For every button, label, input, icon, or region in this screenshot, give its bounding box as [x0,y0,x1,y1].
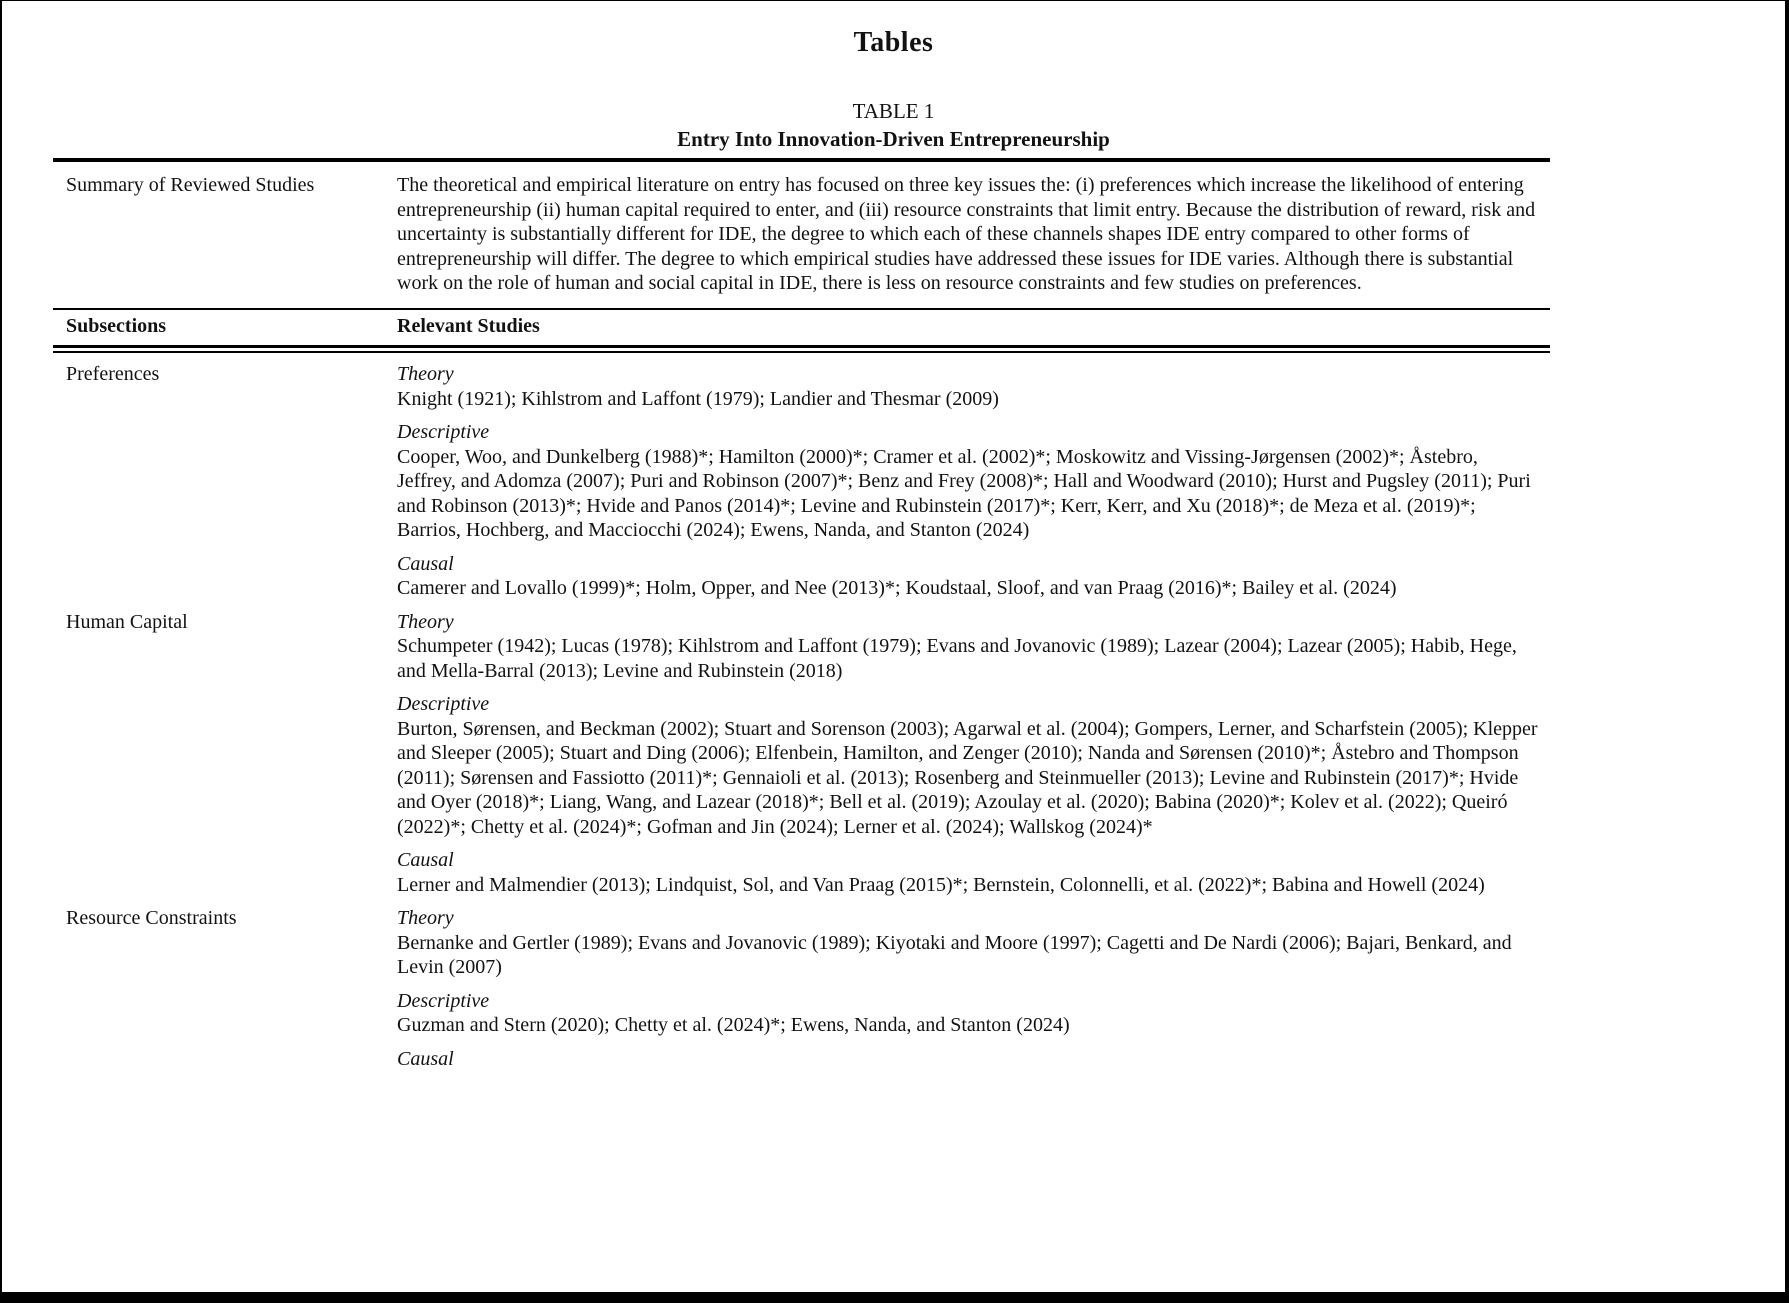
section-studies [397,362,1550,610]
summary-label: Summary of Reviewed Studies [66,174,315,196]
citation-list: Knight (1921); Kihlstrom and Laffont (1979); Landier and Thesmar (2009) [397,387,999,410]
table-body [53,353,1550,1080]
study-block-descriptive [397,692,1550,839]
citation-list: Lerner and Malmendier (2013); Lindquist, Sol, and Van Praag (2015)*; Bernstein, Colonnelli, et al. (2022)*; Babina and Howell (2024) [397,873,1485,896]
table-row-preferences [53,362,1550,610]
citation-list: Guzman and Stern (2020); Chetty et al. (2024)*; Ewens, Nanda, and Stanton (2024) [397,1014,1070,1036]
study-block-theory [397,362,1550,411]
study-type-label: Descriptive [397,989,490,1012]
table-number: TABLE 1 [852,99,935,123]
study-block-causal [397,552,1550,601]
table-title: Entry Into Innovation-Driven Entrepreneurship [677,127,1110,151]
table-caption-block [2,99,1785,152]
table-1 [53,158,1550,1080]
summary-row [53,162,1550,308]
paper-page [2,1,1785,1294]
study-type-label: Causal [397,1047,454,1070]
section-label: Human Capital [66,610,188,633]
study-type-label: Theory [397,907,454,929]
citation-list: Schumpeter (1942); Lucas (1978); Kihlstrom and Laffont (1979); Evans and Jovanovic (1989); Lazear (2004); Lazear (2005); Habib, Hege, and Mella-Barral (2013); Levine and Rubinstein (2018) [397,635,1517,682]
citation-list: Burton, Sørensen, and Beckman (2002); Stuart and Sorenson (2003); Agarwal et al. (2004); Gompers, Lerner, and Scharfstein (2005); Klepper and Sleeper (2005); Stuart and Ding (2006); Elfenbein, Hamilton, and Zenger (2010); Nanda and Sørensen (2010)*; Åstebro and Thompson (2011); Sørensen and Fassiotto (2011)*; Gennaioli et al. (2013); Rosenberg and Steinmueller (2013); Levine and Rubinstein (2017)*; Hvide and Oyer (2018)*; Liang, Wang, and Lazear (2018)*; Bell et al. (2019); Azoulay et al. (2020); Babina (2020)*; Kolev et al. (2022); Queiró (2022)*; Chetty et al. (2024)*; Gofman and Jin (2024); Lerner et al. (2024); Wallskog (2024)* [397,717,1538,838]
study-block-theory [397,906,1550,980]
study-block-theory [397,610,1550,684]
section-label: Resource Constraints [66,907,237,929]
study-block-causal [397,1047,1550,1072]
section-studies [397,906,1550,1080]
section-studies [397,610,1550,907]
section-label: Preferences [66,363,160,385]
header-bottom-rule [53,345,1550,353]
study-block-descriptive [397,420,1550,543]
table-row-resource-constraints [53,906,1550,1080]
col-header-relevant-studies: Relevant Studies [397,314,540,337]
citation-list: Bernanke and Gertler (1989); Evans and Jovanovic (1989); Kiyotaki and Moore (1997); Cagetti and De Nardi (2006); Bajari, Benkard, and Levin (2007) [397,931,1512,978]
study-type-label: Causal [397,849,454,871]
study-type-label: Causal [397,552,454,575]
study-type-label: Theory [397,363,454,385]
study-type-label: Theory [397,610,454,633]
bottom-rule [2,1292,1785,1294]
summary-text: The theoretical and empirical literature on entry has focused on three key issues the: (i) preferences which increase the likelihood of entering entrepreneurship (ii) human capital required to enter, and (iii) resource constraints that limit entry. Because the distribution of reward, risk and uncertainty is substantially different for IDE, the degree to which each of these channels shapes IDE entry compared to other forms of entrepreneurship will differ. The degree to which empirical studies have addressed these issues for IDE varies. Although there is substantial work on the role of human and social capital in IDE, there is less on resource constraints and few studies on preferences. [397,174,1536,294]
column-header-row [53,310,1550,346]
study-block-causal [397,848,1550,897]
table-row-human-capital [53,610,1550,907]
page-heading: Tables [853,27,934,58]
citation-list: Camerer and Lovallo (1999)*; Holm, Opper, and Nee (2013)*; Koudstaal, Sloof, and van Praag (2016)*; Bailey et al. (2024) [397,577,1397,599]
study-block-descriptive [397,989,1550,1038]
col-header-subsections: Subsections [66,314,167,337]
study-type-label: Descriptive [397,693,490,715]
citation-list: Cooper, Woo, and Dunkelberg (1988)*; Hamilton (2000)*; Cramer et al. (2002)*; Moskowitz and Vissing-Jørgensen (2002)*; Åstebro, Jeffrey, and Adomza (2007); Puri and Robinson (2007)*; Benz and Frey (2008)*; Hall and Woodward (2010); Hurst and Pugsley (2011); Puri and Robinson (2013)*; Hvide and Panos (2014)*; Levine and Rubinstein (2017)*; Kerr, Kerr, and Xu (2018)*; de Meza et al. (2019)*; Barrios, Hochberg, and Macciocchi (2024); Ewens, Nanda, and Stanton (2024) [397,445,1531,541]
study-type-label: Descriptive [397,421,490,443]
